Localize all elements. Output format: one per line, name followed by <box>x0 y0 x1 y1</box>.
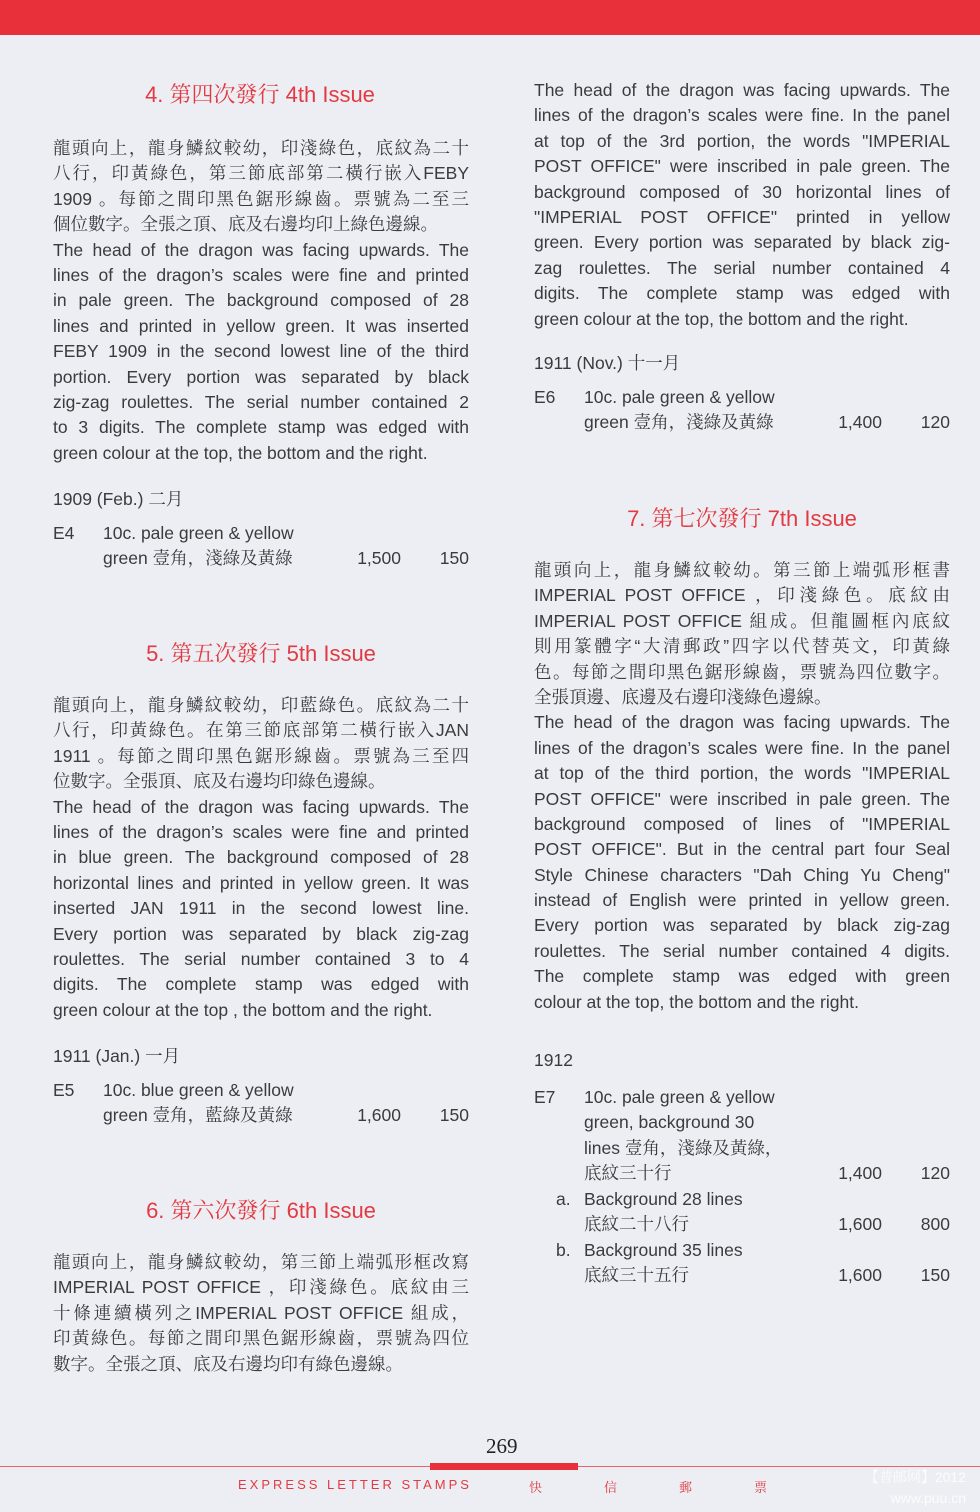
text-line: 龍頭向上，龍身鱗紋較幼，第三節上端弧形框改寫 <box>53 1252 469 1272</box>
price-mint: 1,600 <box>838 1214 882 1235</box>
entry-row <box>53 1103 469 1128</box>
text-line: 全張頂邊、底邊及右邊印淺綠色邊線。 <box>534 686 832 707</box>
section-title-4th-issue: 4. 第四次發行 4th Issue <box>145 82 375 107</box>
text-line: 個位數字。全張之頂、底及右邊均印上綠色邊線。 <box>53 214 438 235</box>
text-line: roulettes. The serial number contained 4 digits. <box>534 940 950 961</box>
price-mint: 1,500 <box>357 548 401 569</box>
text-line: POST OFFICE". But in the central part four Seal <box>534 839 950 860</box>
text-line: digits. The complete stamp was edged with <box>534 283 950 304</box>
text-line: 色。每節之間印黑色鋸形線齒，票號為四位數字。 <box>534 661 950 682</box>
watermark-line-1: 【普邮网】2012 <box>864 1469 966 1485</box>
text-line: lines of the dragon’s scales were fine and printed <box>53 264 469 285</box>
footer-accent-bar <box>430 1463 578 1470</box>
entry-description: green 壹角，淺綠及黃綠 <box>584 412 774 433</box>
text-line: at top of the 3rd portion, the words "IMPERIAL <box>534 130 950 151</box>
text-line: to 3 digits. The complete stamp was edged with <box>53 417 469 438</box>
text-line: 印黃綠色。每節之間印黑色鋸形線齒，票號為四位 <box>53 1328 469 1349</box>
price-used: 120 <box>920 412 950 433</box>
text-line: roulettes. The serial number contained 3 to 4 <box>53 948 469 969</box>
text-line: 十條連續橫列之IMPERIAL POST OFFICE 組成， <box>53 1302 469 1323</box>
entry-description: 10c. blue green & yellow <box>103 1080 294 1100</box>
text-line: POST OFFICE" were inscribed in pale green. The <box>534 788 950 809</box>
entry-description: 底紋三十五行 <box>584 1265 689 1286</box>
entry-row <box>534 1161 950 1186</box>
catalogue-number: E5 <box>53 1080 75 1100</box>
text-line: The head of the dragon was facing upwards. The <box>534 712 950 733</box>
text-line: colour at the top, the bottom and the right. <box>534 991 859 1012</box>
text-line: 八行，印黃綠色。在第三節底部第二橫行嵌入JAN <box>53 720 469 741</box>
entry-description: 底紋二十八行 <box>584 1214 689 1235</box>
text-line: Style Chinese characters "Dah Ching Yu Cheng" <box>534 864 950 885</box>
text-line: The complete stamp was edged with green <box>534 966 950 987</box>
entry-row <box>53 521 469 546</box>
text-line: lines of the dragon’s scales were fine. In the panel <box>534 737 950 758</box>
catalogue-entry-e7b <box>534 1238 950 1289</box>
text-line: 位數字。全張頂、底及右邊均印綠色邊線。 <box>53 771 386 792</box>
text-line: Every portion was separated by black zig-zag <box>534 915 950 936</box>
text-line: background composed of 30 horizontal lines of <box>534 181 950 202</box>
issue-date-5th: 1911 (Jan.) 一月 <box>53 1046 181 1066</box>
text-line: Every portion was separated by black zig-zag <box>53 923 469 944</box>
text-line: green colour at the top, the bottom and the right. <box>53 442 428 463</box>
text-line: The head of the dragon was facing upwards. The <box>53 239 469 260</box>
price-mint: 1,600 <box>838 1265 882 1286</box>
text-line: IMPERIAL POST OFFICE ，印淺綠色。底紋由三 <box>53 1277 469 1298</box>
paragraph-6th-issue-zh <box>53 1250 469 1377</box>
running-title-zh-3: 郵 <box>679 1480 696 1495</box>
entry-description: Background 35 lines <box>584 1240 743 1260</box>
text-line: 1909 。每節之間印黑色鋸形線齒。票號為二至三 <box>53 188 469 209</box>
text-line: lines and printed in yellow green. It was inserted <box>53 315 469 336</box>
text-line: 八行，印黃綠色，第三節底部第二橫行嵌入FEBY <box>53 163 469 184</box>
entry-row <box>534 1136 950 1161</box>
text-line: in blue green. The background composed of 28 <box>53 847 469 868</box>
text-line: instead of English were printed in yellow green. <box>534 890 950 911</box>
entry-row <box>534 1212 950 1237</box>
price-used: 150 <box>439 548 469 569</box>
text-line: 龍頭向上，龍身鱗紋較幼。第三節上端弧形框書 <box>534 560 950 580</box>
text-line: 龍頭向上，龍身鱗紋較幼，印藍綠色。底紋為二十 <box>53 695 469 715</box>
text-line: The head of the dragon was facing upwards. The <box>53 796 469 817</box>
text-line: lines of the dragon’s scales were fine. In the panel <box>534 105 950 126</box>
text-line: green. Every portion was separated by black zig- <box>534 232 950 253</box>
entry-description: 10c. pale green & yellow <box>584 1087 775 1107</box>
entry-description: green 壹角，藍綠及黃綠 <box>103 1105 293 1126</box>
issue-date-6th: 1911 (Nov.) 十一月 <box>534 353 681 373</box>
catalogue-entry-e7a <box>534 1187 950 1238</box>
price-mint: 1,400 <box>838 1163 882 1184</box>
text-line: 1911 。每節之間印黑色鋸形線齒。票號為三至四 <box>53 745 469 766</box>
price-used: 150 <box>439 1105 469 1126</box>
text-line: inserted JAN 1911 in the second lowest line. <box>53 898 469 919</box>
text-line: IMPERIAL POST OFFICE 組成。但龍圖框內底紋 <box>534 610 950 631</box>
text-line: in pale green. The background composed of 28 <box>53 290 469 311</box>
text-line: 數字。全張之頂、底及右邊均印有綠色邊線。 <box>53 1353 403 1374</box>
page-number: 269 <box>486 1434 518 1458</box>
entry-description: 10c. pale green & yellow <box>103 523 294 543</box>
text-line: horizontal lines and printed in yellow green. It was <box>53 872 469 893</box>
section-title-6th-issue: 6. 第六次發行 6th Issue <box>146 1198 376 1223</box>
text-line: POST OFFICE" were inscribed in pale green. The <box>534 156 950 177</box>
running-title-en: EXPRESS LETTER STAMPS <box>238 1477 472 1492</box>
price-used: 800 <box>920 1214 950 1235</box>
catalogue-number: b. <box>556 1240 571 1260</box>
text-line: "IMPERIAL POST OFFICE" printed in yellow <box>534 206 950 227</box>
issue-date-4th: 1909 (Feb.) 二月 <box>53 489 184 509</box>
text-line: zig-zag roulettes. The serial number contained 2 <box>53 391 469 412</box>
entry-row <box>534 1085 950 1110</box>
paragraph-7th-issue <box>534 558 950 1015</box>
text-line: background composed of lines of "IMPERIAL <box>534 813 950 834</box>
entry-row <box>53 1078 469 1103</box>
catalogue-entry-e6 <box>534 385 950 436</box>
catalogue-number: E6 <box>534 387 556 407</box>
catalogue-number: a. <box>556 1189 571 1209</box>
watermark-line-2: www.puu.cn <box>890 1490 966 1506</box>
text-line: green colour at the top , the bottom and the right. <box>53 999 433 1020</box>
text-line: FEBY 1909 in the second lowest line of the third <box>53 341 469 362</box>
entry-row <box>534 1238 950 1263</box>
entry-description: green, background 30 <box>584 1112 755 1133</box>
issue-date-7th: 1912 <box>534 1050 573 1070</box>
text-line: zag roulettes. The serial number contained 4 <box>534 257 950 278</box>
text-line: lines of the dragon’s scales were fine and printed <box>53 821 469 842</box>
top-red-band <box>0 0 980 35</box>
text-line: 則用篆體字“大清郵政”四字以代替英文，印黃綠 <box>534 636 950 657</box>
price-mint: 1,400 <box>838 412 882 433</box>
entry-row <box>534 410 950 435</box>
paragraph-5th-issue <box>53 693 469 1023</box>
entry-description: Background 28 lines <box>584 1189 743 1209</box>
catalogue-number: E7 <box>534 1087 556 1107</box>
text-line: portion. Every portion was separated by black <box>53 366 469 387</box>
text-line: The head of the dragon was facing upwards. The <box>534 80 950 100</box>
entry-description: lines 壹角，淺綠及黃綠， <box>584 1137 783 1158</box>
running-title-zh-2: 信 <box>604 1480 621 1495</box>
entry-row <box>534 1187 950 1212</box>
entry-description: 10c. pale green & yellow <box>584 387 775 407</box>
entry-description: green 壹角，淺綠及黃綠 <box>103 548 293 569</box>
catalogue-entry-e4 <box>53 521 469 572</box>
price-used: 120 <box>920 1163 950 1184</box>
text-line: IMPERIAL POST OFFICE ，印淺綠色。底紋由 <box>534 585 950 606</box>
entry-row <box>534 385 950 410</box>
entry-row <box>53 546 469 571</box>
price-used: 150 <box>920 1265 950 1286</box>
catalogue-number: E4 <box>53 523 75 543</box>
price-mint: 1,600 <box>357 1105 401 1126</box>
paragraph-4th-issue <box>53 136 469 466</box>
entry-row <box>534 1263 950 1288</box>
text-line: at top of the third portion, the words "IMPERIAL <box>534 763 950 784</box>
entry-description: 底紋三十行 <box>584 1163 672 1184</box>
paragraph-6th-issue-en <box>534 78 950 332</box>
text-line: green colour at the top, the bottom and the right. <box>534 308 909 329</box>
section-title-5th-issue: 5. 第五次發行 5th Issue <box>146 641 376 666</box>
catalogue-entry-e7 <box>534 1085 950 1187</box>
catalogue-entry-e5 <box>53 1078 469 1129</box>
running-title-zh-4: 票 <box>754 1480 771 1495</box>
entry-row <box>534 1110 950 1135</box>
running-title-zh-1: 快 <box>529 1480 546 1495</box>
section-title-7th-issue: 7. 第七次發行 7th Issue <box>627 506 857 531</box>
text-line: 龍頭向上，龍身鱗紋較幼，印淺綠色，底紋為二十 <box>53 138 469 158</box>
text-line: digits. The complete stamp was edged with <box>53 974 469 995</box>
